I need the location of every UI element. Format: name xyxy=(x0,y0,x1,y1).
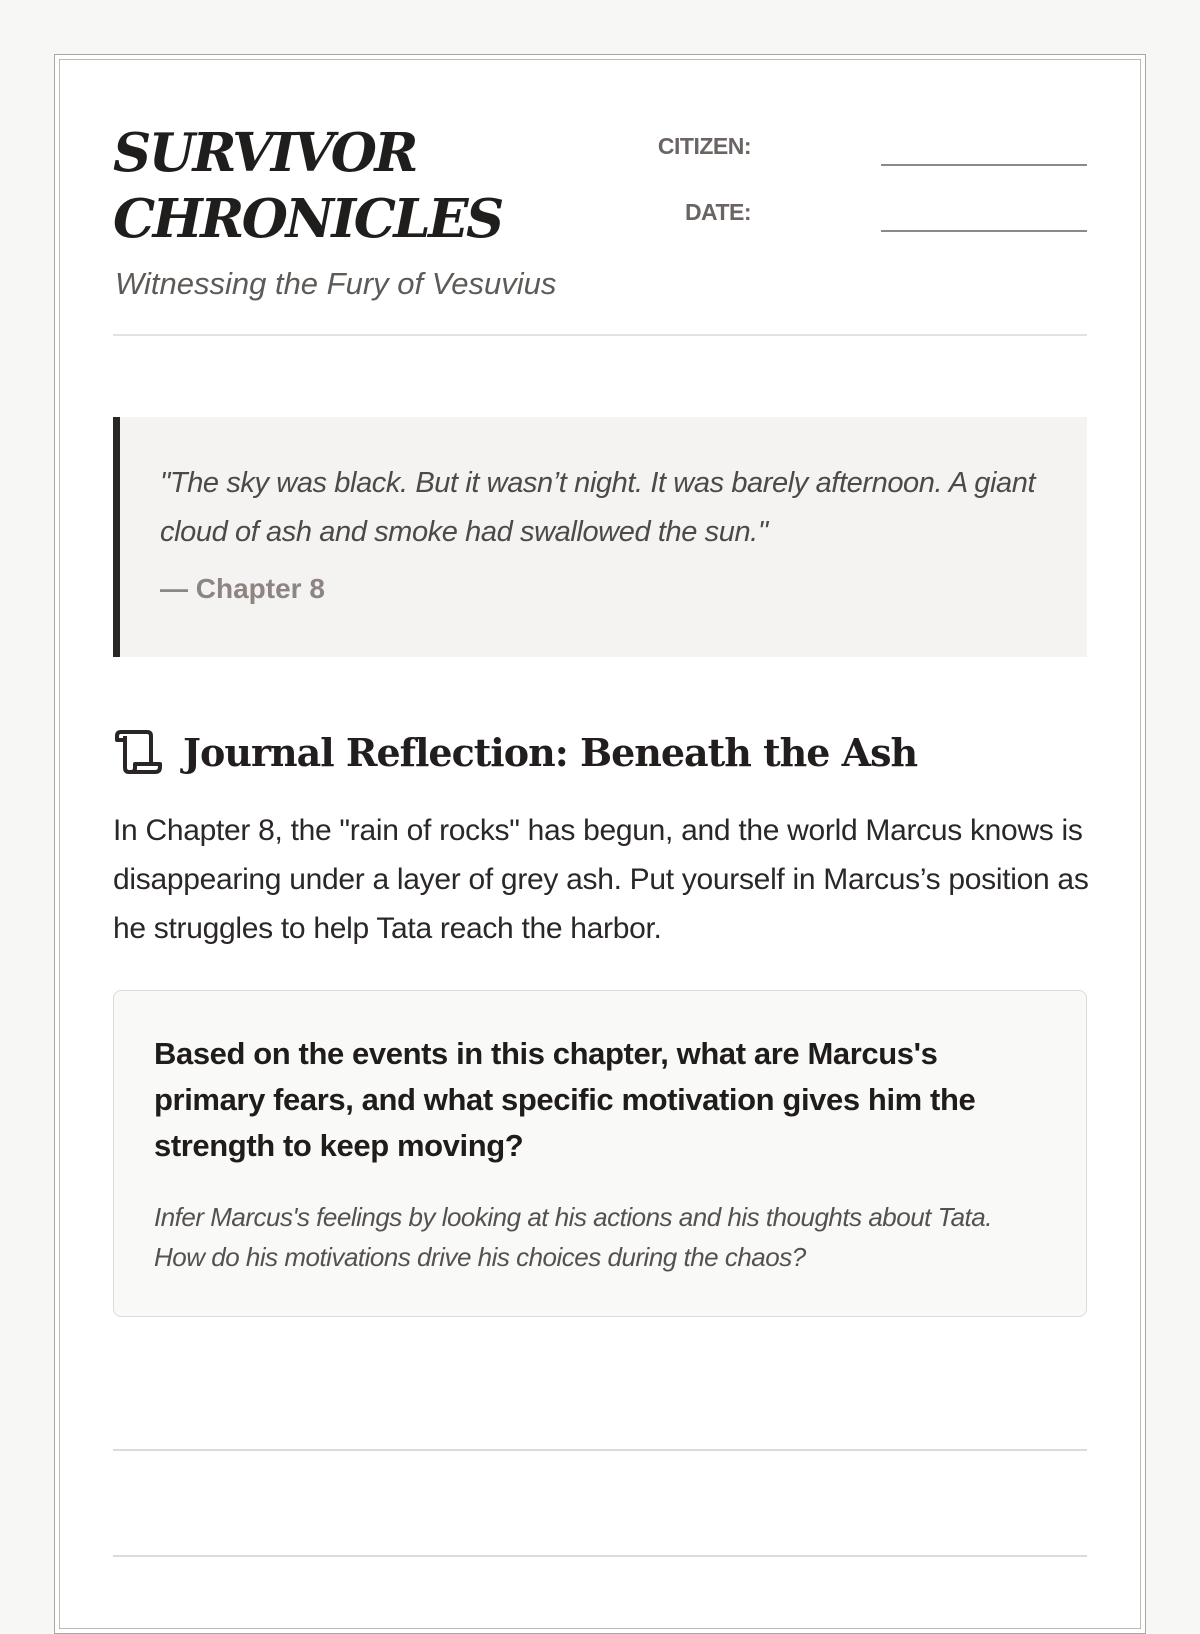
answer-line[interactable] xyxy=(113,1449,1087,1451)
prompt-card xyxy=(113,990,1087,1317)
citizen-label: CITIZEN: xyxy=(657,133,751,159)
section-title: Journal Reflection: Beneath the Ash xyxy=(183,729,918,775)
prompt-hint: Infer Marcus's feelings by looking at his actions and his thoughts about Tata. How do his motivations drive his choices during the chaos? xyxy=(154,1202,992,1272)
date-input[interactable] xyxy=(881,230,1087,232)
worksheet-title: SURVIVOR CHRONICLES xyxy=(113,122,502,250)
citizen-field xyxy=(633,126,1087,166)
quote-source: — Chapter 8 xyxy=(160,573,325,604)
worksheet-header xyxy=(113,120,1087,336)
section-heading xyxy=(113,722,917,782)
worksheet-subtitle: Witnessing the Fury of Vesuvius xyxy=(115,266,557,301)
prompt-question: Based on the events in this chapter, what are Marcus's primary fears, and what specific motivation gives him the strength to keep moving? xyxy=(154,1036,976,1163)
chapter-quote xyxy=(113,417,1087,657)
scroll-icon xyxy=(113,726,165,778)
date-field xyxy=(633,192,1087,232)
citizen-input[interactable] xyxy=(881,164,1087,166)
date-label: DATE: xyxy=(684,199,751,225)
answer-line[interactable] xyxy=(113,1555,1087,1557)
section-intro: In Chapter 8, the "rain of rocks" has begun, and the world Marcus knows is disappearing under a layer of grey ash. Put yourself in Marcus’s position as he struggles to help Tata reach the harbor. xyxy=(113,814,1089,945)
quote-text: "The sky was black. But it wasn’t night. It was barely afternoon. A giant cloud of ash and smoke had swallowed the sun." xyxy=(160,467,1036,548)
